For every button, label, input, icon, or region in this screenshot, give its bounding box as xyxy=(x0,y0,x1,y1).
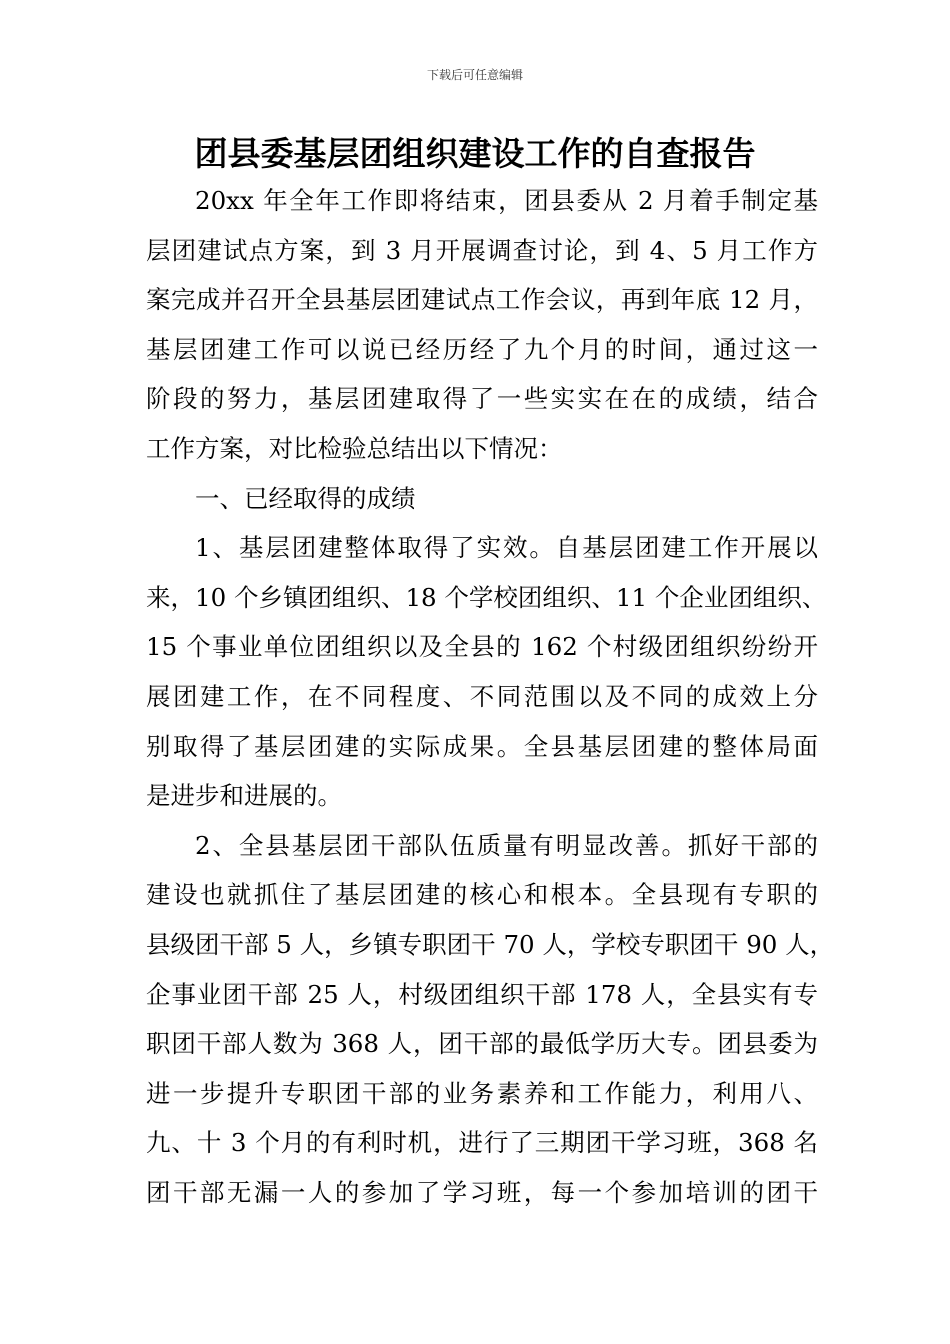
text-line: 县级团干部 5 人，乡镇专职团干 70 人，学校专职团干 90 人， xyxy=(146,929,835,959)
text-line: 九、十 3 个月的有利时机，进行了三期团干学习班，368 名 xyxy=(146,1128,818,1158)
text-line: 是进步和进展的。 xyxy=(146,781,342,811)
paragraph-item-1 xyxy=(146,523,827,821)
text-line: 案完成并召开全县基层团建试点工作会议，再到年底 12 月， xyxy=(146,285,818,315)
text-line: 阶段的努力，基层团建取得了一些实实在在的成绩，结合 xyxy=(146,384,818,414)
text-line: 20xx 年全年工作即将结束，团县委从 2 月着手制定基 xyxy=(195,186,818,215)
text-line: 展团建工作，在不同程度、不同范围以及不同的成效上分 xyxy=(146,681,818,711)
text-line: 2、全县基层团干部队伍质量有明显改善。抓好干部的 xyxy=(195,830,818,860)
paragraph-intro xyxy=(146,176,818,474)
text-line: 职团干部人数为 368 人，团干部的最低学历大专。团县委为 xyxy=(146,1029,818,1059)
text-line: 15 个事业单位团组织以及全县的 162 个村级团组织纷纷开 xyxy=(146,632,818,662)
text-line: 工作方案，对比检验总结出以下情况： xyxy=(146,433,563,463)
text-line: 别取得了基层团建的实际成果。全县基层团建的整体局面 xyxy=(146,731,818,761)
text-line: 团干部无漏一人的参加了学习班，每一个参加培训的团干 xyxy=(146,1177,818,1207)
text-line: 基层团建工作可以说已经历经了九个月的时间，通过这一 xyxy=(146,334,818,364)
text-line: 建设也就抓住了基层团建的核心和根本。全县现有专职的 xyxy=(146,880,818,910)
header-note: 下载后可任意编辑 xyxy=(426,68,523,82)
page-title: 团县委基层团组织建设工作的自查报告 xyxy=(194,134,756,173)
paragraph-item-2 xyxy=(146,821,835,1218)
text-line: 层团建试点方案，到 3 月开展调查讨论，到 4、5 月工作方 xyxy=(146,235,818,265)
text-line: 企事业团干部 25 人，村级团组织干部 178 人，全县实有专 xyxy=(146,979,818,1009)
text-line: 1、基层团建整体取得了实效。自基层团建工作开展以 xyxy=(195,533,818,563)
section-heading-text: 一、已经取得的成绩 xyxy=(195,483,416,513)
text-line: 进一步提升专职团干部的业务素养和工作能力，利用八、 xyxy=(146,1078,818,1108)
document-body xyxy=(146,176,835,1217)
section-heading xyxy=(146,474,818,524)
text-line: 来，10 个乡镇团组织、18 个学校团组织、11 个企业团组织、 xyxy=(146,582,827,612)
